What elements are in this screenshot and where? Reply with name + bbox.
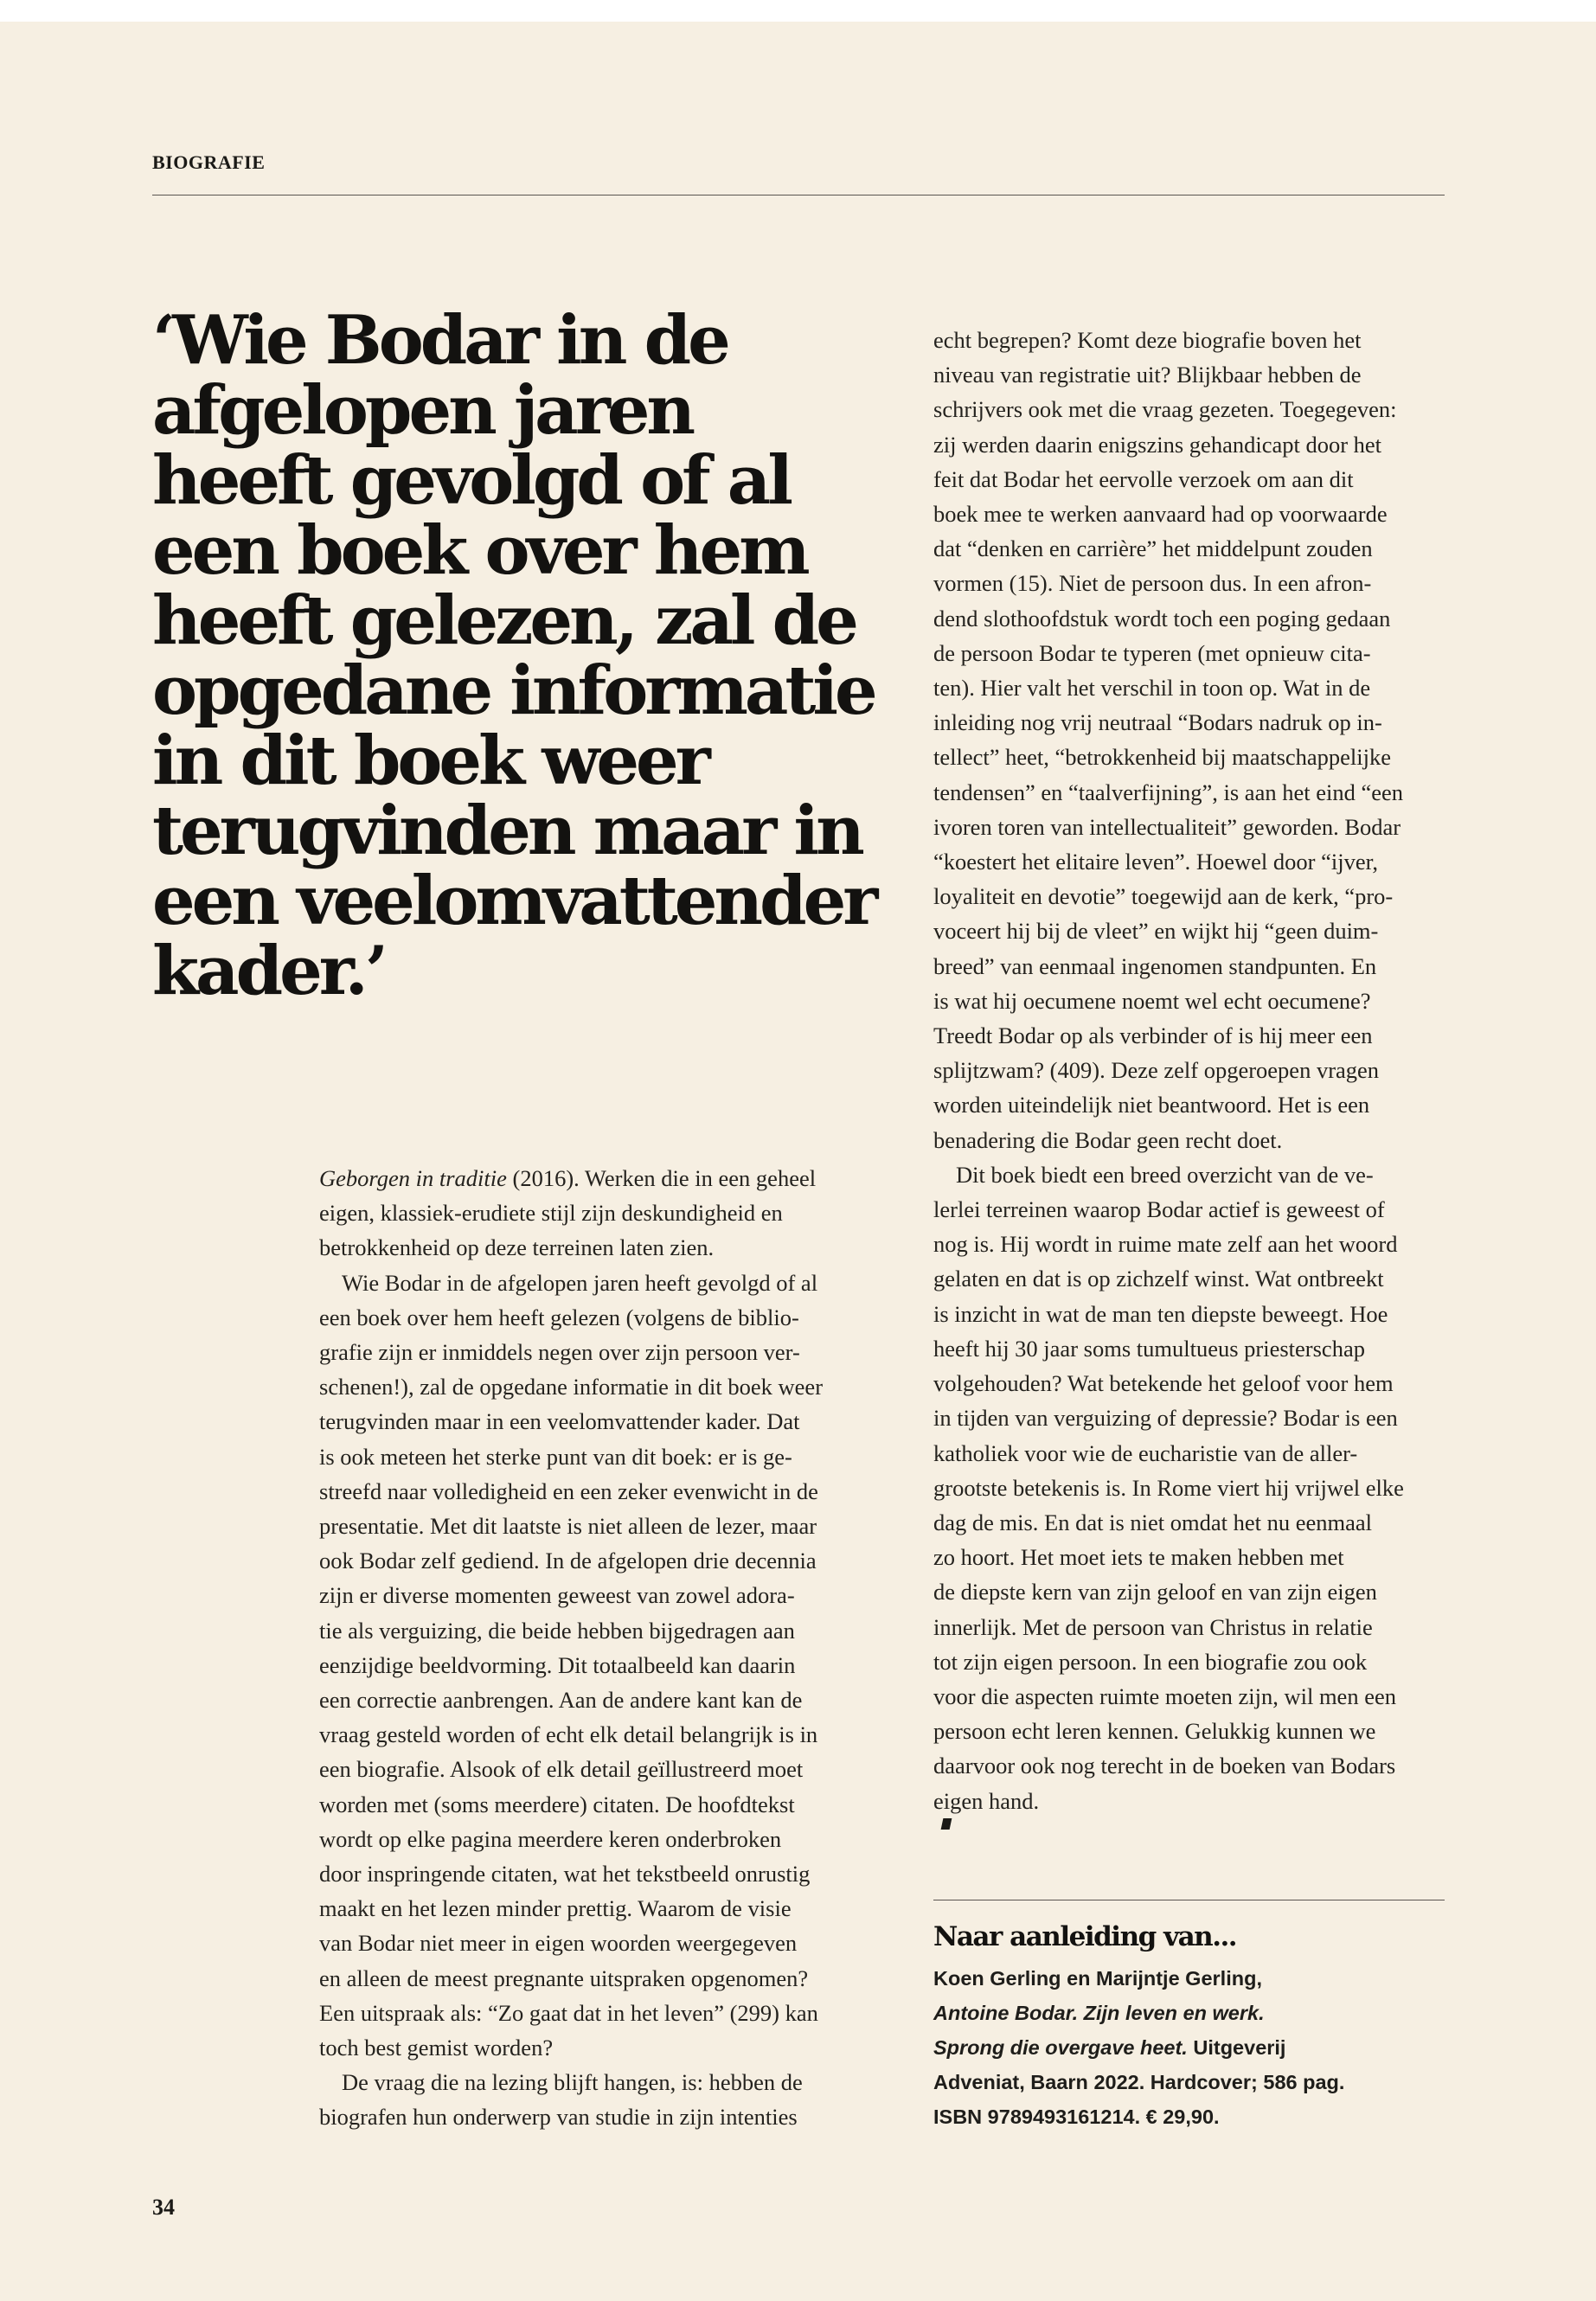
body-line: “koestert het elitaire leven”. Hoewel door “ijver, xyxy=(933,849,1378,875)
body-line: is inzicht in wat de man ten diepste beweegt. Hoe xyxy=(933,1300,1388,1327)
body-line: dend slothoofdstuk wordt toch een poging gedaan xyxy=(933,605,1391,631)
body-line: tellect” heet, “betrokkenheid bij maatschappelijke xyxy=(933,744,1392,771)
body-line: voor die aspecten ruimte moeten zijn, wil men een xyxy=(933,1682,1396,1709)
body-line: worden uiteindelijk niet beantwoord. Het is een xyxy=(933,1092,1370,1118)
page-number: 34 xyxy=(152,2195,175,2220)
body-line: toch best gemist worden? xyxy=(319,2035,554,2061)
book-isbn-price: ISBN 9789493161214. € 29,90. xyxy=(933,2106,1220,2128)
body-line: eigen, klassiek-erudiete stijl zijn deskundigheid en xyxy=(319,1200,783,1227)
body-line: zijn er diverse momenten geweest van zowel adora- xyxy=(319,1582,795,1609)
pull-quote-line: opgedane informatie xyxy=(152,651,875,730)
body-line: ook Bodar zelf gediend. In de afgelopen drie decennia xyxy=(319,1548,817,1574)
body-line: zo hoort. Het moet iets te maken hebben met xyxy=(933,1544,1344,1571)
body-line: en alleen de meest pregnante uitspraken opgenomen? xyxy=(319,1965,809,1991)
body-line: een boek over hem heeft gelezen (volgens de biblio- xyxy=(319,1304,799,1330)
body-line: tie als verguizing, die beide hebben bijgedragen aan xyxy=(319,1617,795,1644)
body-line: grootste betekenis is. In Rome viert hij vrijwel elke xyxy=(933,1474,1404,1501)
body-line: boek mee te werken aanvaard had op voorwaarde xyxy=(933,501,1388,528)
body-line: splijtzwam? (409). Deze zelf opgeroepen vragen xyxy=(933,1057,1380,1084)
body-line: schenen!), zal de opgedane informatie in dit boek weer xyxy=(319,1374,824,1400)
pull-quote-line: terugvinden maar in xyxy=(152,792,862,870)
paragraph-start: De vraag die na lezing blijft hangen, is: hebben de xyxy=(342,2069,803,2096)
body-line: van Bodar niet meer in eigen woorden weergegeven xyxy=(319,1930,798,1957)
body-line: ten). Hier valt het verschil in toon op. Wat in de xyxy=(933,675,1371,702)
body-line: zij werden daarin enigszins gehandicapt door het xyxy=(933,431,1382,458)
body-line xyxy=(319,1161,881,1195)
pull-quote-line: een boek over hem xyxy=(152,511,807,590)
pull-quote-line: kader.’ xyxy=(152,932,385,1010)
body-line: niveau van registratie uit? Blijkbaar hebben de xyxy=(933,362,1362,388)
pull-quote-line: een veelomvattender xyxy=(152,862,875,940)
body-line: wordt op elke pagina meerdere keren onderbroken xyxy=(319,1825,782,1852)
book-title-reference: Geborgen in traditie xyxy=(319,1165,507,1191)
body-line: eenzijdige beeldvorming. Dit totaalbeeld kan daarin xyxy=(319,1651,796,1678)
body-line: vormen (15). Niet de persoon dus. In een afron- xyxy=(933,570,1372,597)
body-line: daarvoor ook nog terecht in de boeken van Bodars xyxy=(933,1753,1396,1779)
book-note-heading: Naar aanleiding van... xyxy=(933,1921,1237,1952)
book-subtitle-text: Sprong die overgave heet. xyxy=(933,2036,1188,2059)
body-line-text: eigen hand. xyxy=(933,1787,1040,1814)
magazine-page xyxy=(0,22,1596,2301)
body-line: is wat hij oecumene noemt wel echt oecumene? xyxy=(933,987,1371,1014)
body-line: innerlijk. Met de persoon van Christus in relatie xyxy=(933,1613,1373,1640)
body-line: door inspringende citaten, wat het tekstbeeld onrustig xyxy=(319,1861,811,1888)
body-line: tendensen” en “taalverfijning”, is aan het eind “een xyxy=(933,779,1403,805)
body-line: lerlei terreinen waarop Bodar actief is geweest of xyxy=(933,1196,1385,1223)
body-line: betrokkenheid op deze terreinen laten zien. xyxy=(319,1234,715,1261)
book-subtitle xyxy=(933,2030,1452,2065)
section-label: BIOGRAFIE xyxy=(152,151,266,173)
pull-quote-line: in dit boek weer xyxy=(152,721,708,800)
body-line: grafie zijn er inmiddels negen over zijn persoon ver- xyxy=(319,1339,800,1366)
body-column-left xyxy=(319,1161,881,2135)
body-line: dat “denken en carrière” het middelpunt zouden xyxy=(933,535,1373,562)
body-line: worden met (soms meerdere) citaten. De hoofdtekst xyxy=(319,1791,795,1817)
body-line: katholiek voor wie de eucharistie van de aller- xyxy=(933,1439,1358,1466)
pull-quote xyxy=(152,301,875,1010)
body-line: een correctie aanbrengen. Aan de andere kant kan de xyxy=(319,1687,803,1714)
body-line: inleiding nog vrij neutraal “Bodars nadruk op in- xyxy=(933,709,1382,736)
book-publisher: Uitgeverij xyxy=(1187,2036,1286,2059)
body-line: Een uitspraak als: “Zo gaat dat in het leven” (299) kan xyxy=(319,1999,818,2026)
body-line: streefd naar volledigheid en een zeker evenwicht in de xyxy=(319,1477,818,1504)
body-line: voceert hij bij de vleet” en wijkt hij “geen duim- xyxy=(933,918,1379,945)
body-line: in tijden van verguizing of depressie? Bodar is een xyxy=(933,1405,1398,1432)
body-line: feit dat Bodar het eervolle verzoek om aan dit xyxy=(933,465,1354,492)
body-line: loyaliteit en devotie” toegewijd aan de kerk, “pro- xyxy=(933,883,1394,910)
book-authors: Koen Gerling en Marijntje Gerling, xyxy=(933,1967,1262,1990)
paragraph-start: Dit boek biedt een breed overzicht van de ve- xyxy=(956,1161,1374,1188)
end-of-article-mark xyxy=(941,1818,952,1830)
body-line xyxy=(933,1784,1452,1830)
body-line: de persoon Bodar te typeren (met opnieuw cita- xyxy=(933,639,1371,666)
body-line: benadering die Bodar geen recht doet. xyxy=(933,1126,1283,1153)
body-line: Treedt Bodar op als verbinder of is hij meer een xyxy=(933,1022,1373,1049)
book-note xyxy=(933,1921,1452,2134)
pull-quote-line: ‘Wie Bodar in de xyxy=(152,301,727,380)
pull-quote-line: afgelopen jaren xyxy=(152,371,693,450)
body-line: ivoren toren van intellectualiteit” geworden. Bodar xyxy=(933,813,1401,840)
body-line: tot zijn eigen persoon. In een biografie zou ook xyxy=(933,1648,1368,1675)
body-line: biografen hun onderwerp van studie in zijn intenties xyxy=(319,2104,798,2131)
body-line: echt begrepen? Komt deze biografie boven het xyxy=(933,327,1362,353)
body-column-right xyxy=(933,323,1452,1830)
pull-quote-line: heeft gelezen, zal de xyxy=(152,581,856,660)
paragraph-start: Wie Bodar in de afgelopen jaren heeft gevolgd of al xyxy=(342,1269,818,1296)
body-line: is ook meteen het sterke punt van dit boek: er is ge- xyxy=(319,1443,792,1470)
body-line: heeft hij 30 jaar soms tumultueus priesterschap xyxy=(933,1335,1365,1362)
body-line: een biografie. Alsook of elk detail geïllustreerd moet xyxy=(319,1756,804,1783)
body-line: vraag gesteld worden of echt elk detail belangrijk is in xyxy=(319,1721,818,1748)
body-line-text: (2016). Werken die in een geheel xyxy=(506,1165,817,1191)
book-details: Adveniat, Baarn 2022. Hardcover; 586 pag. xyxy=(933,2071,1345,2093)
book-title-text: Antoine Bodar. Zijn leven en werk. xyxy=(933,2002,1265,2024)
body-line: dag de mis. En dat is niet omdat het nu eenmaal xyxy=(933,1509,1373,1535)
pull-quote-line: heeft gevolgd of al xyxy=(152,441,790,520)
body-line: terugvinden maar in een veelomvattender kader. Dat xyxy=(319,1408,800,1435)
book-title xyxy=(933,1996,1452,2030)
body-line: maakt en het lezen minder prettig. Waarom de visie xyxy=(319,1895,792,1922)
body-line: persoon echt leren kennen. Gelukkig kunnen we xyxy=(933,1718,1376,1745)
body-line: gelaten en dat is op zichzelf winst. Wat ontbreekt xyxy=(933,1266,1384,1292)
body-line: nog is. Hij wordt in ruime mate zelf aan het woord xyxy=(933,1231,1398,1258)
body-line: de diepste kern van zijn geloof en van zijn eigen xyxy=(933,1579,1377,1606)
body-line: breed” van eenmaal ingenomen standpunten. En xyxy=(933,952,1377,979)
body-line: schrijvers ook met die vraag gezeten. Toegegeven: xyxy=(933,396,1397,423)
body-line: presentatie. Met dit laatste is niet alleen de lezer, maar xyxy=(319,1513,817,1540)
body-line: volgehouden? Wat betekende het geloof voor hem xyxy=(933,1370,1394,1397)
